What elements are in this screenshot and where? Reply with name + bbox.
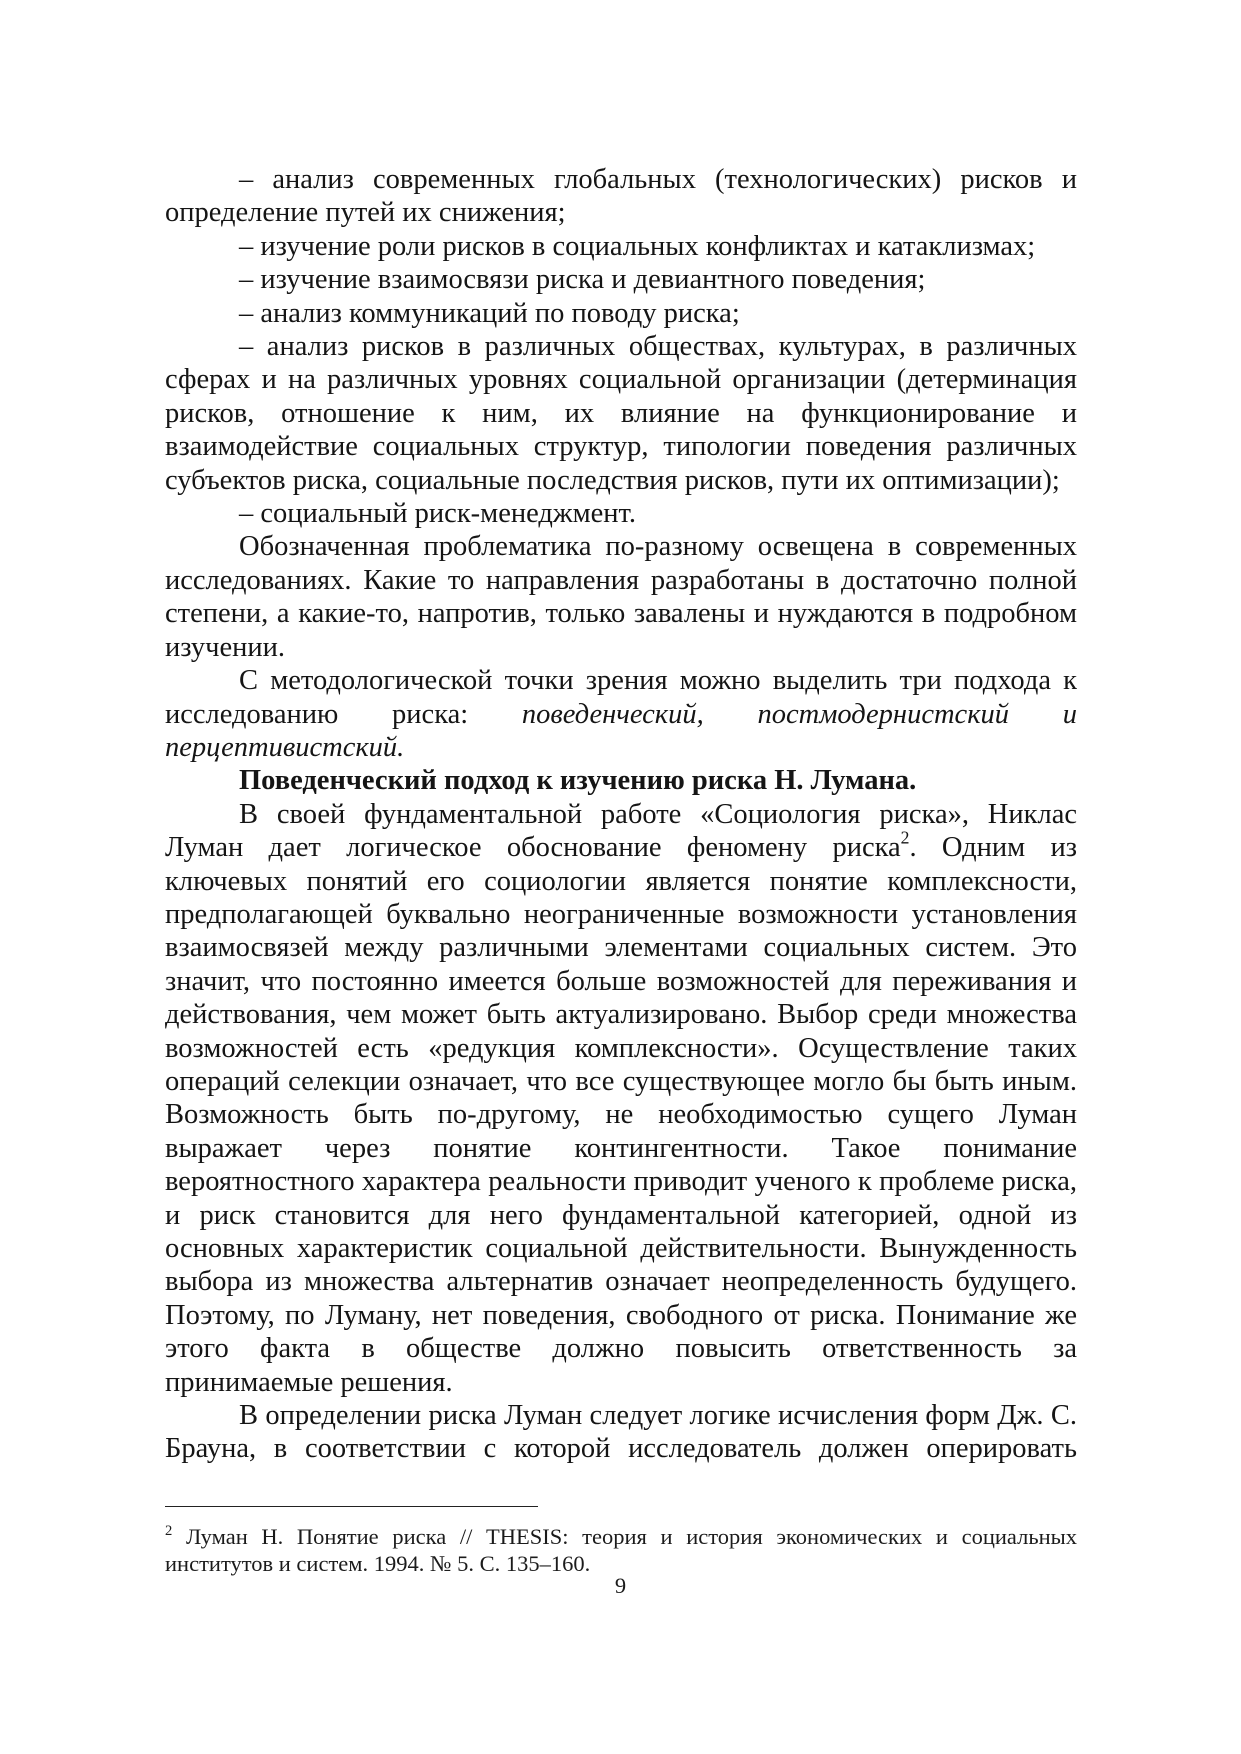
luhmann-text-start: В своей фундаментальной работе «Социология риска», Никлас Луман дает логическое обоснование феномену риска (165, 798, 1077, 864)
page-body (165, 163, 1077, 1466)
section-heading: Поведенческий подход к изучению риска Н. Лумана. (239, 765, 917, 797)
paragraph-approaches (165, 664, 1077, 764)
approaches-list: поведенческий, постмодернистский и перцептивистский. (165, 698, 1077, 763)
footnote-separator (165, 1506, 538, 1507)
list-item: – анализ современных глобальных (технологических) рисков и определение путей их снижения; (165, 164, 1077, 229)
list-item: – анализ коммуникаций по поводу риска; (239, 297, 740, 329)
paragraph-brown: В определении риска Луман следует логике исчисления форм Дж. С. Брауна, в соответствии с которой исследователь должен оперировать (165, 1400, 1077, 1465)
paragraph-problems: Обозначенная проблематика по-разному освещена в современных исследованиях. Какие то направления разработаны в достаточно полной степени, а какие-то, напротив, только завалены и нуждаются в подробном изучении. (165, 531, 1077, 663)
footnote-reference[interactable]: 2 (900, 827, 910, 848)
list-item: – изучение роли рисков в социальных конфликтах и катаклизмах; (239, 230, 1036, 262)
page-number: 9 (614, 1573, 627, 1598)
approaches-intro: С методологической точки зрения можно выделить три подхода к исследованию риска: (165, 665, 1077, 730)
list-item: – изучение взаимосвязи риска и девиантного поведения; (239, 264, 926, 296)
luhmann-text-rest: . Одним из ключевых понятий его социологии является понятие комплексности, предполагающей буквально неограниченные возможности установления взаимосвязей между различными элементами социальных систем. Это значит, что постоянно имеется больше возможностей для переживания и действования, чем может быть актуализировано. Выбор среди множества возможностей есть «редукция комплексности». Осуществление таких операций селекции означает, что все существующее могло бы быть иным. Возможность быть по-другому, не необходимостью сущего Луман выражает через понятие контингентности. Такое понимание вероятностного характера реальности приводит ученого к проблеме риска, и риск становится для него фундаментальной категорией, одной из основных характеристик социальной действительности. Вынужденность выбора из множества альтернатив означает неопределенность будущего. Поэтому, по Луману, нет поведения, свободного от риска. Понимание же этого факта в обществе должно повысить ответственность за принимаемые решения. (165, 832, 1077, 1398)
footnote-marker: 2 (165, 1522, 173, 1539)
list-item: – анализ рисков в различных обществах, культурах, в различных сферах и на различных уровнях социальной организации (детерминация рисков, отношение к ним, их влияние на функционирование и взаимодействие социальных структур, типологии поведения различных субъектов риска, социальные последствия рисков, пути их оптимизации); (165, 331, 1077, 496)
paragraph-luhmann (165, 798, 1077, 1399)
footnote-text: Луман Н. Понятие риска // THESIS: теория и история экономических и социальных институтов и систем. 1994. № 5. С. 135–160. (165, 1524, 1077, 1576)
footnote (165, 1523, 1077, 1577)
list-item: – социальный риск-менеджмент. (239, 498, 636, 530)
